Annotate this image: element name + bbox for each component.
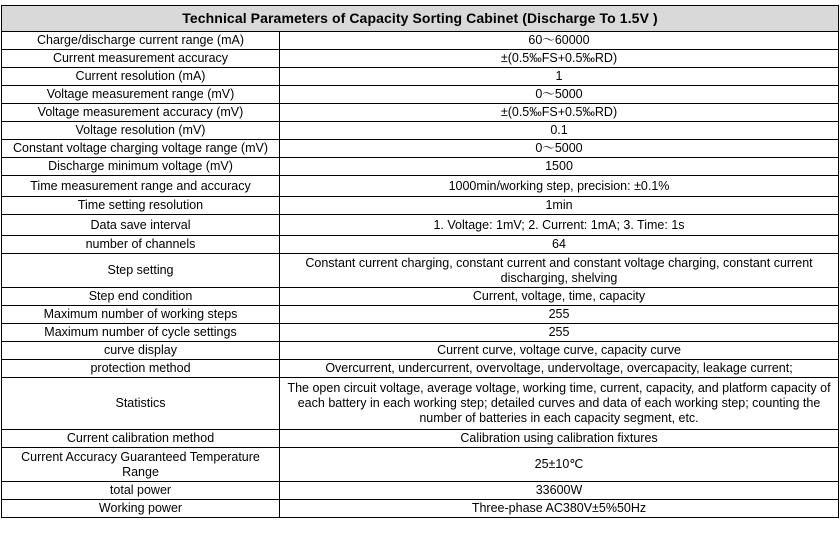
table-row bbox=[2, 430, 839, 448]
table-row bbox=[2, 236, 839, 254]
table-row bbox=[2, 306, 839, 324]
table-title: Technical Parameters of Capacity Sorting Cabinet (Discharge To 1.5V ) bbox=[2, 6, 839, 32]
table-row bbox=[2, 158, 839, 176]
table-row bbox=[2, 140, 839, 158]
parameter-value: 64 bbox=[280, 236, 839, 254]
parameter-name: Step setting bbox=[2, 254, 280, 288]
table-row bbox=[2, 197, 839, 215]
parameter-value: 1. Voltage: 1mV; 2. Current: 1mA; 3. Time: 1s bbox=[280, 215, 839, 236]
table-row bbox=[2, 324, 839, 342]
parameters-table bbox=[1, 5, 839, 518]
parameter-name: Time setting resolution bbox=[2, 197, 280, 215]
parameter-value: Constant current charging, constant current and constant voltage charging, constant current discharging, shelving bbox=[280, 254, 839, 288]
table-row bbox=[2, 378, 839, 430]
table-row bbox=[2, 176, 839, 197]
parameter-value: The open circuit voltage, average voltage, working time, current, capacity, and platform capacity of each battery in each working step; detailed curves and data of each working step; counting the number of batteries in each capacity segment, etc. bbox=[280, 378, 839, 430]
table-row bbox=[2, 32, 839, 50]
parameter-value: Overcurrent, undercurrent, overvoltage, undervoltage, overcapacity, leakage current; bbox=[280, 360, 839, 378]
parameter-name: total power bbox=[2, 482, 280, 500]
parameter-value: 33600W bbox=[280, 482, 839, 500]
parameter-name: Voltage measurement accuracy (mV) bbox=[2, 104, 280, 122]
table-row bbox=[2, 86, 839, 104]
parameter-value: 60～60000 bbox=[280, 32, 839, 50]
table-row bbox=[2, 68, 839, 86]
parameter-name: Working power bbox=[2, 500, 280, 518]
table-row bbox=[2, 288, 839, 306]
parameter-name: Statistics bbox=[2, 378, 280, 430]
parameter-value: ±(0.5‰FS+0.5‰RD) bbox=[280, 50, 839, 68]
parameter-value: 255 bbox=[280, 306, 839, 324]
parameter-name: Step end condition bbox=[2, 288, 280, 306]
parameter-value: Calibration using calibration fixtures bbox=[280, 430, 839, 448]
parameters-sheet bbox=[1, 5, 838, 518]
parameter-value: Current, voltage, time, capacity bbox=[280, 288, 839, 306]
parameter-value: ±(0.5‰FS+0.5‰RD) bbox=[280, 104, 839, 122]
parameter-name: protection method bbox=[2, 360, 280, 378]
parameter-name: Time measurement range and accuracy bbox=[2, 176, 280, 197]
title-row bbox=[2, 6, 839, 32]
parameter-value: 1min bbox=[280, 197, 839, 215]
parameter-name: Current resolution (mA) bbox=[2, 68, 280, 86]
parameter-name: Constant voltage charging voltage range (mV) bbox=[2, 140, 280, 158]
table-row bbox=[2, 342, 839, 360]
table-row bbox=[2, 360, 839, 378]
parameter-name: Current measurement accuracy bbox=[2, 50, 280, 68]
parameter-value: 0.1 bbox=[280, 122, 839, 140]
table-row bbox=[2, 215, 839, 236]
parameter-name: Charge/discharge current range (mA) bbox=[2, 32, 280, 50]
parameter-name: curve display bbox=[2, 342, 280, 360]
table-row bbox=[2, 104, 839, 122]
parameter-value: Three-phase AC380V±5%50Hz bbox=[280, 500, 839, 518]
parameter-value: 1 bbox=[280, 68, 839, 86]
table-row bbox=[2, 500, 839, 518]
parameter-rows bbox=[2, 32, 839, 518]
parameter-name: Current calibration method bbox=[2, 430, 280, 448]
table-row bbox=[2, 482, 839, 500]
table-row bbox=[2, 254, 839, 288]
table-row bbox=[2, 448, 839, 482]
parameter-value: 0～5000 bbox=[280, 140, 839, 158]
parameter-name: Maximum number of cycle settings bbox=[2, 324, 280, 342]
parameter-name: Current Accuracy Guaranteed Temperature Range bbox=[2, 448, 280, 482]
parameter-name: number of channels bbox=[2, 236, 280, 254]
table-row bbox=[2, 50, 839, 68]
parameter-name: Voltage resolution (mV) bbox=[2, 122, 280, 140]
parameter-name: Data save interval bbox=[2, 215, 280, 236]
parameter-value: Current curve, voltage curve, capacity curve bbox=[280, 342, 839, 360]
parameter-name: Voltage measurement range (mV) bbox=[2, 86, 280, 104]
parameter-name: Maximum number of working steps bbox=[2, 306, 280, 324]
parameter-value: 25±10℃ bbox=[280, 448, 839, 482]
parameter-value: 255 bbox=[280, 324, 839, 342]
parameter-value: 1000min/working step, precision: ±0.1% bbox=[280, 176, 839, 197]
parameter-value: 1500 bbox=[280, 158, 839, 176]
table-row bbox=[2, 122, 839, 140]
parameter-name: Discharge minimum voltage (mV) bbox=[2, 158, 280, 176]
parameter-value: 0～5000 bbox=[280, 86, 839, 104]
